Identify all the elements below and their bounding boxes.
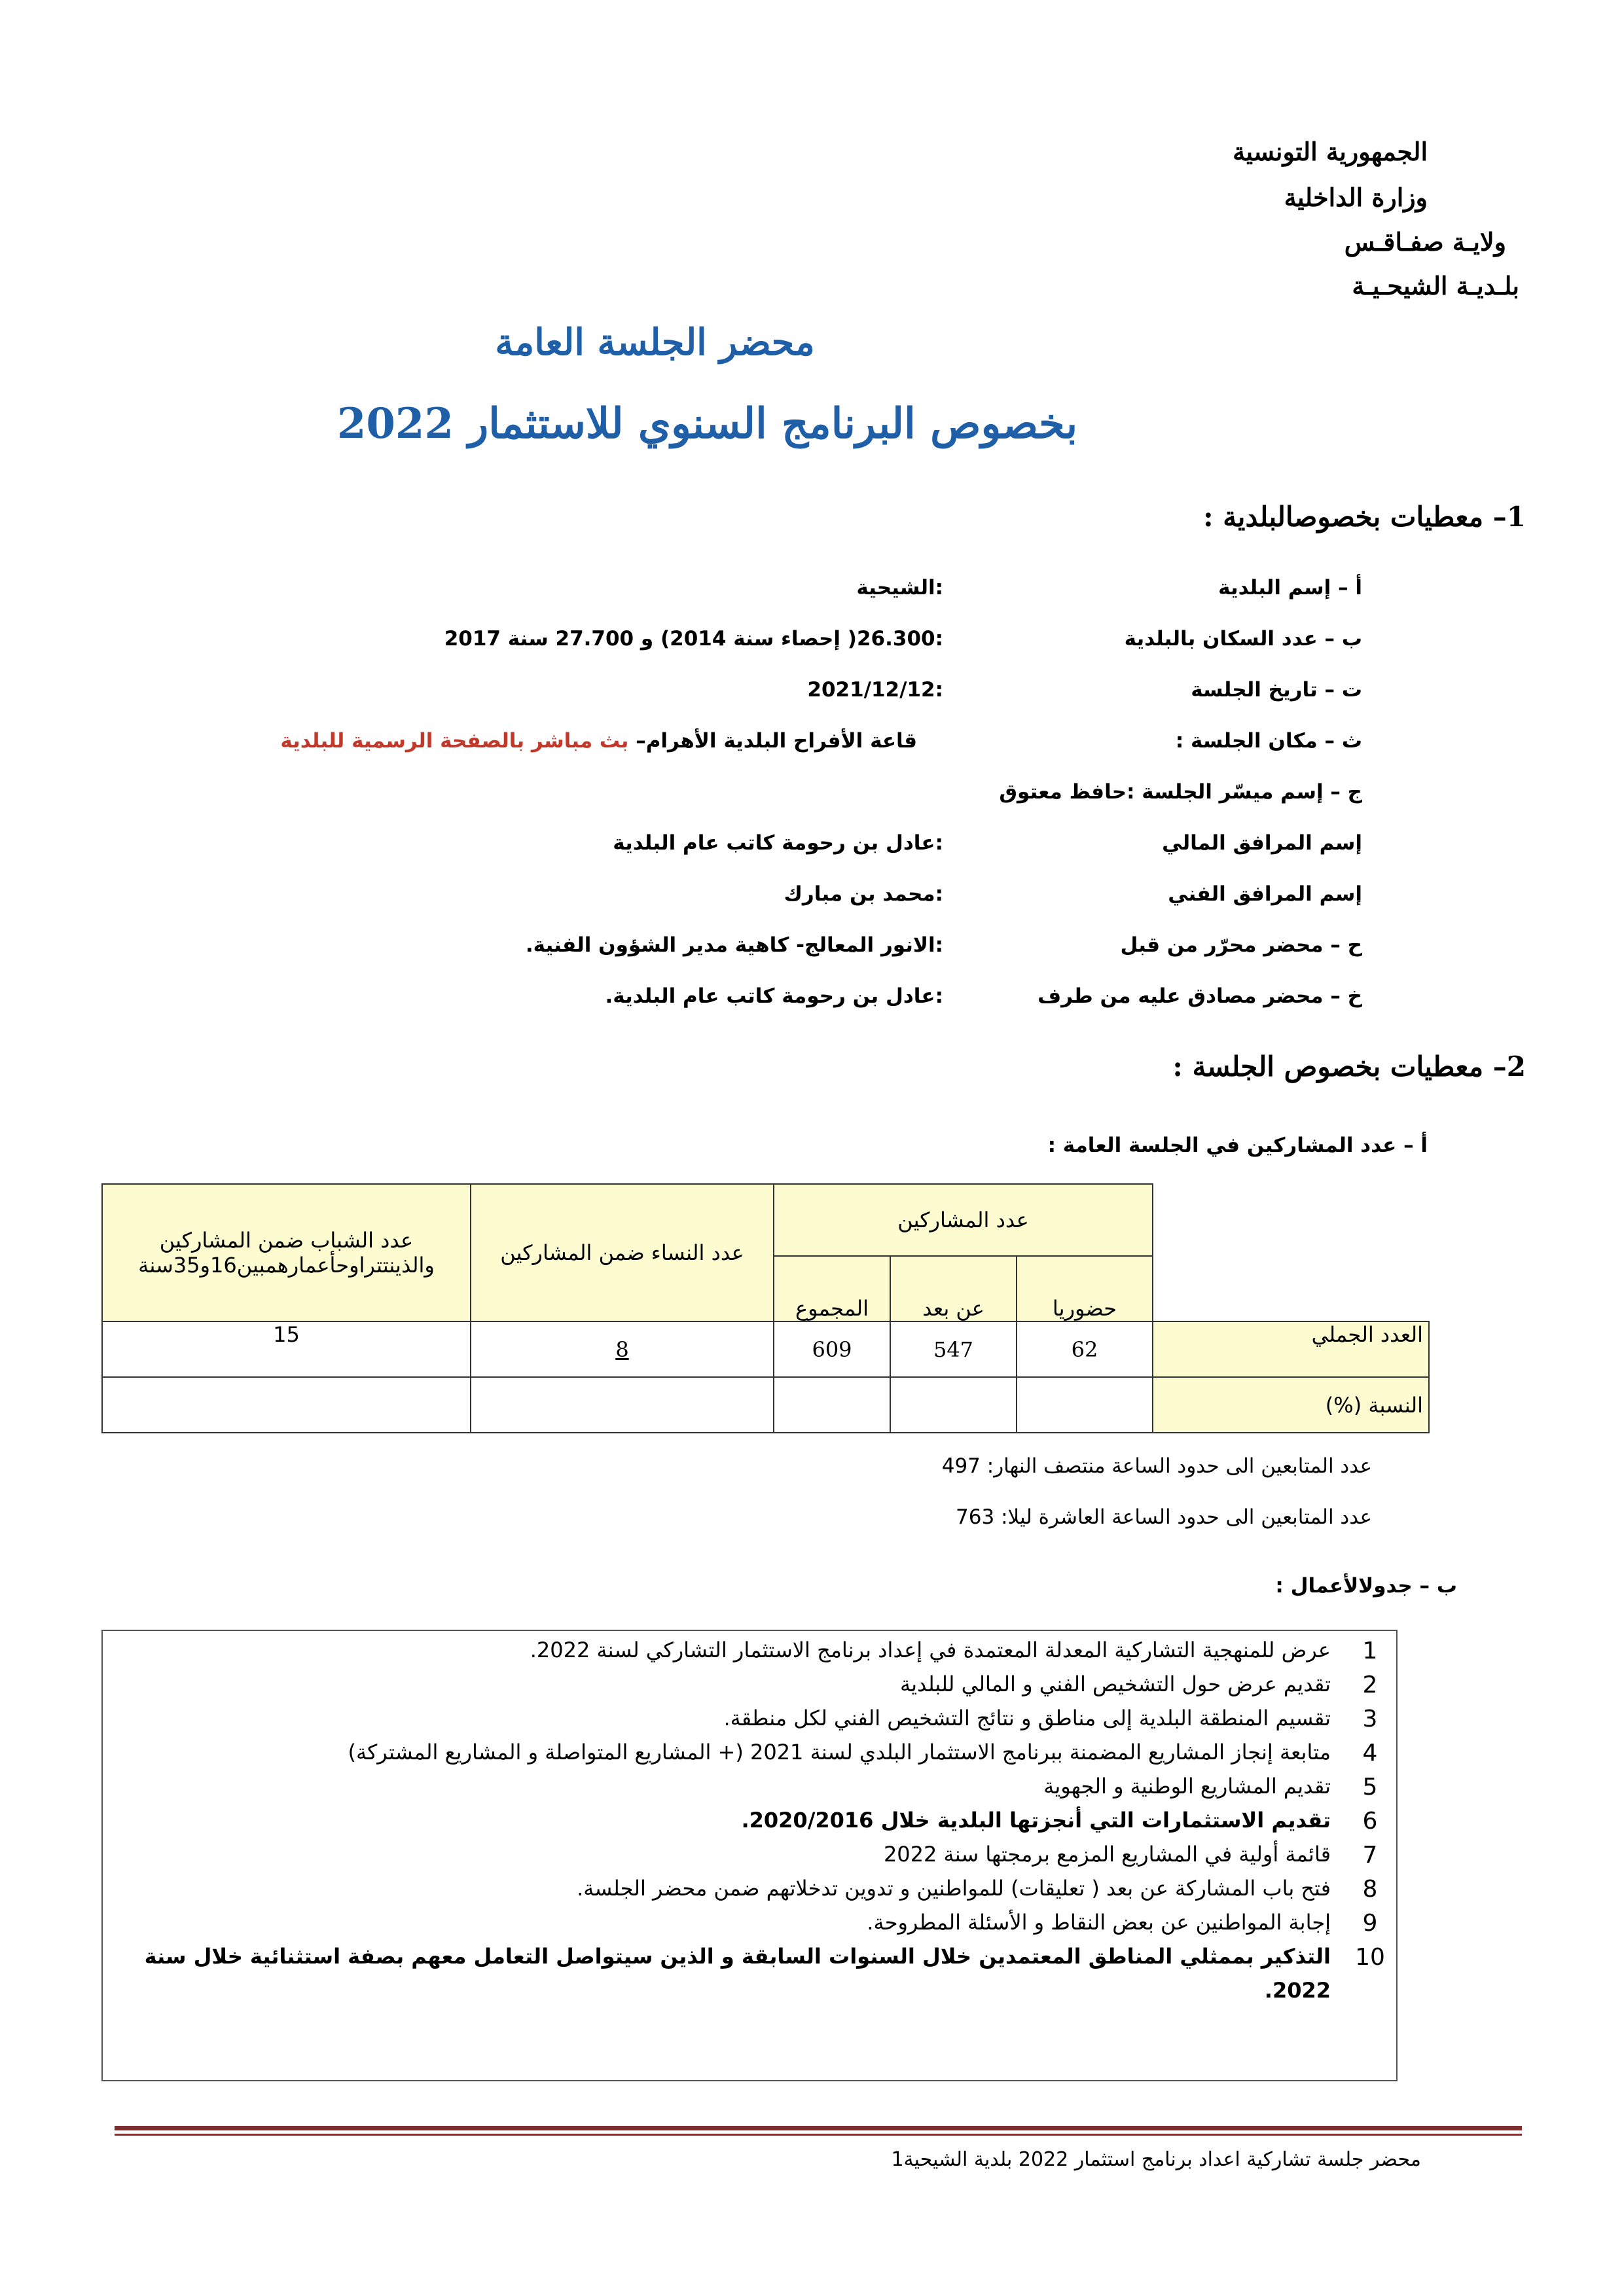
agenda-item: 10 التذكير بممثلي المناطق المعتمدين خلال السنوات السابقة و الذين سيتواصل التعامل معهم بصفة استثنائية خلال سنة	[144, 1944, 1385, 1971]
page-subtitle: بخصوص البرنامج السنوي للاستثمار 2022	[336, 399, 1078, 448]
total-count: 609	[774, 1321, 890, 1377]
row-value: :الانور المعالج- كاهية مدير الشؤون الفنية.	[525, 933, 943, 957]
agenda-item: 9 إجابة المواطنين عن بعض النقاط و الأسئلة المطروحة.	[867, 1910, 1378, 1937]
header-municipality: بلـديـة الشيحـيـة	[1352, 271, 1519, 300]
agenda-heading: ب – جدولالأعمال :	[1275, 1574, 1457, 1598]
remote-header: عن بعد	[890, 1256, 1017, 1321]
followers-night: عدد المتابعين الى حدود الساعة العاشرة ليلا: 763	[956, 1505, 1372, 1529]
footer-rule-thin	[115, 2134, 1522, 2136]
agenda-item: 6 تقديم الاستثمارات التي أنجزتها البلدية خلال 2020/2016.	[741, 1808, 1378, 1835]
header-governorate: ولايـة صفـاقـس	[1344, 227, 1506, 257]
women-count: 8	[471, 1321, 774, 1377]
row-label: ب – عدد السكان بالبلدية	[1124, 627, 1362, 651]
row-value	[280, 729, 917, 753]
youth-count: 15	[102, 1321, 471, 1377]
agenda-item: 5 تقديم المشاريع الوطنية و الجهوية	[1043, 1774, 1378, 1801]
section1-heading: 1– معطيات بخصوصالبلدية :	[1203, 501, 1526, 533]
row-value: :2021/12/12	[807, 678, 943, 702]
percent-row-label: النسبة (%)	[1153, 1377, 1429, 1433]
total-row-label: العدد الجملي	[1153, 1321, 1429, 1377]
row-value: :الشيحية	[856, 576, 943, 600]
agenda-box	[101, 1630, 1398, 2081]
agenda-item-continuation: 2022.	[1264, 1978, 1331, 2003]
agenda-item: 1 عرض للمنهجية التشاركية المعدلة المعتمدة في إعداد برنامج الاستثمار التشاركي لسنة 2022.	[530, 1638, 1378, 1664]
row-label: إسم المرافق الفني	[1168, 882, 1362, 906]
row-value: :عادل بن رحومة كاتب عام البلدية	[613, 831, 943, 855]
page-title: محضر الجلسة العامة	[495, 321, 815, 364]
present-header: حضوريا	[1017, 1256, 1153, 1321]
youth-header: عدد الشباب ضمن المشاركين والذينتتراوحأعمارهمبين16و35سنة	[102, 1184, 471, 1321]
row-label: أ – إسم البلدية	[1218, 576, 1362, 600]
row-label: خ – محضر مصادق عليه من طرف	[1038, 984, 1362, 1008]
participants-header: عدد المشاركين	[774, 1184, 1153, 1256]
participants-subheading: أ – عدد المشاركين في الجلسة العامة :	[1047, 1134, 1428, 1157]
row-value: :عادل بن رحومة كاتب عام البلدية.	[605, 984, 943, 1008]
row-label: ت – تاريخ الجلسة	[1191, 678, 1362, 702]
row-value: :محمد بن مبارك	[784, 882, 943, 906]
remote-count: 547	[890, 1321, 1017, 1377]
total-header: المجموع	[774, 1256, 890, 1321]
header-republic: الجمهورية التونسية	[1233, 137, 1428, 166]
row-label: إسم المرافق المالي	[1162, 831, 1362, 855]
agenda-item: 2 تقديم عرض حول التشخيص الفني و المالي للبلدية	[899, 1672, 1378, 1698]
footer-text: محضر جلسة تشاركية اعداد برنامج استثمار 2022 بلدية الشيحية1	[891, 2148, 1421, 2171]
present-count: 62	[1017, 1321, 1153, 1377]
header-ministry: وزارة الداخلية	[1284, 183, 1428, 212]
agenda-item: 8 فتح باب المشاركة عن بعد ( تعليقات) للمواطنين و تدوين تدخلاتهم ضمن محضر الجلسة.	[577, 1876, 1378, 1903]
women-header: عدد النساء ضمن المشاركين	[471, 1184, 774, 1321]
agenda-item: 7 قائمة أولية في المشاريع المزمع برمجتها سنة 2022	[883, 1842, 1378, 1869]
row-label: ج – إسم ميسّر الجلسة :حافظ معتوق	[999, 780, 1362, 804]
participants-table	[101, 1183, 1430, 1433]
followers-noon: عدد المتابعين الى حدود الساعة منتصف النهار: 497	[941, 1454, 1372, 1478]
agenda-item: 4 متابعة إنجاز المشاريع المضمنة ببرنامج الاستثمار البلدي لسنة 2021 (+ المشاريع المتواصلة و المشاريع المشتركة)	[348, 1740, 1378, 1767]
venue-text: قاعة الأفراح البلدية الأهرام–	[636, 729, 917, 753]
footer-rule	[115, 2126, 1522, 2130]
section2-heading: 2– معطيات بخصوص الجلسة :	[1172, 1050, 1526, 1083]
live-broadcast-text: بث مباشر بالصفحة الرسمية للبلدية	[280, 729, 636, 753]
row-value: :26.300( إحصاء سنة 2014) و 27.700 سنة 2017	[444, 627, 943, 651]
agenda-item: 3 تقسيم المنطقة البلدية إلى مناطق و نتائج التشخيص الفني لكل منطقة.	[723, 1706, 1378, 1732]
row-label: ح – محضر محرّر من قبل	[1120, 933, 1362, 957]
row-label: ث – مكان الجلسة :	[1175, 729, 1362, 753]
